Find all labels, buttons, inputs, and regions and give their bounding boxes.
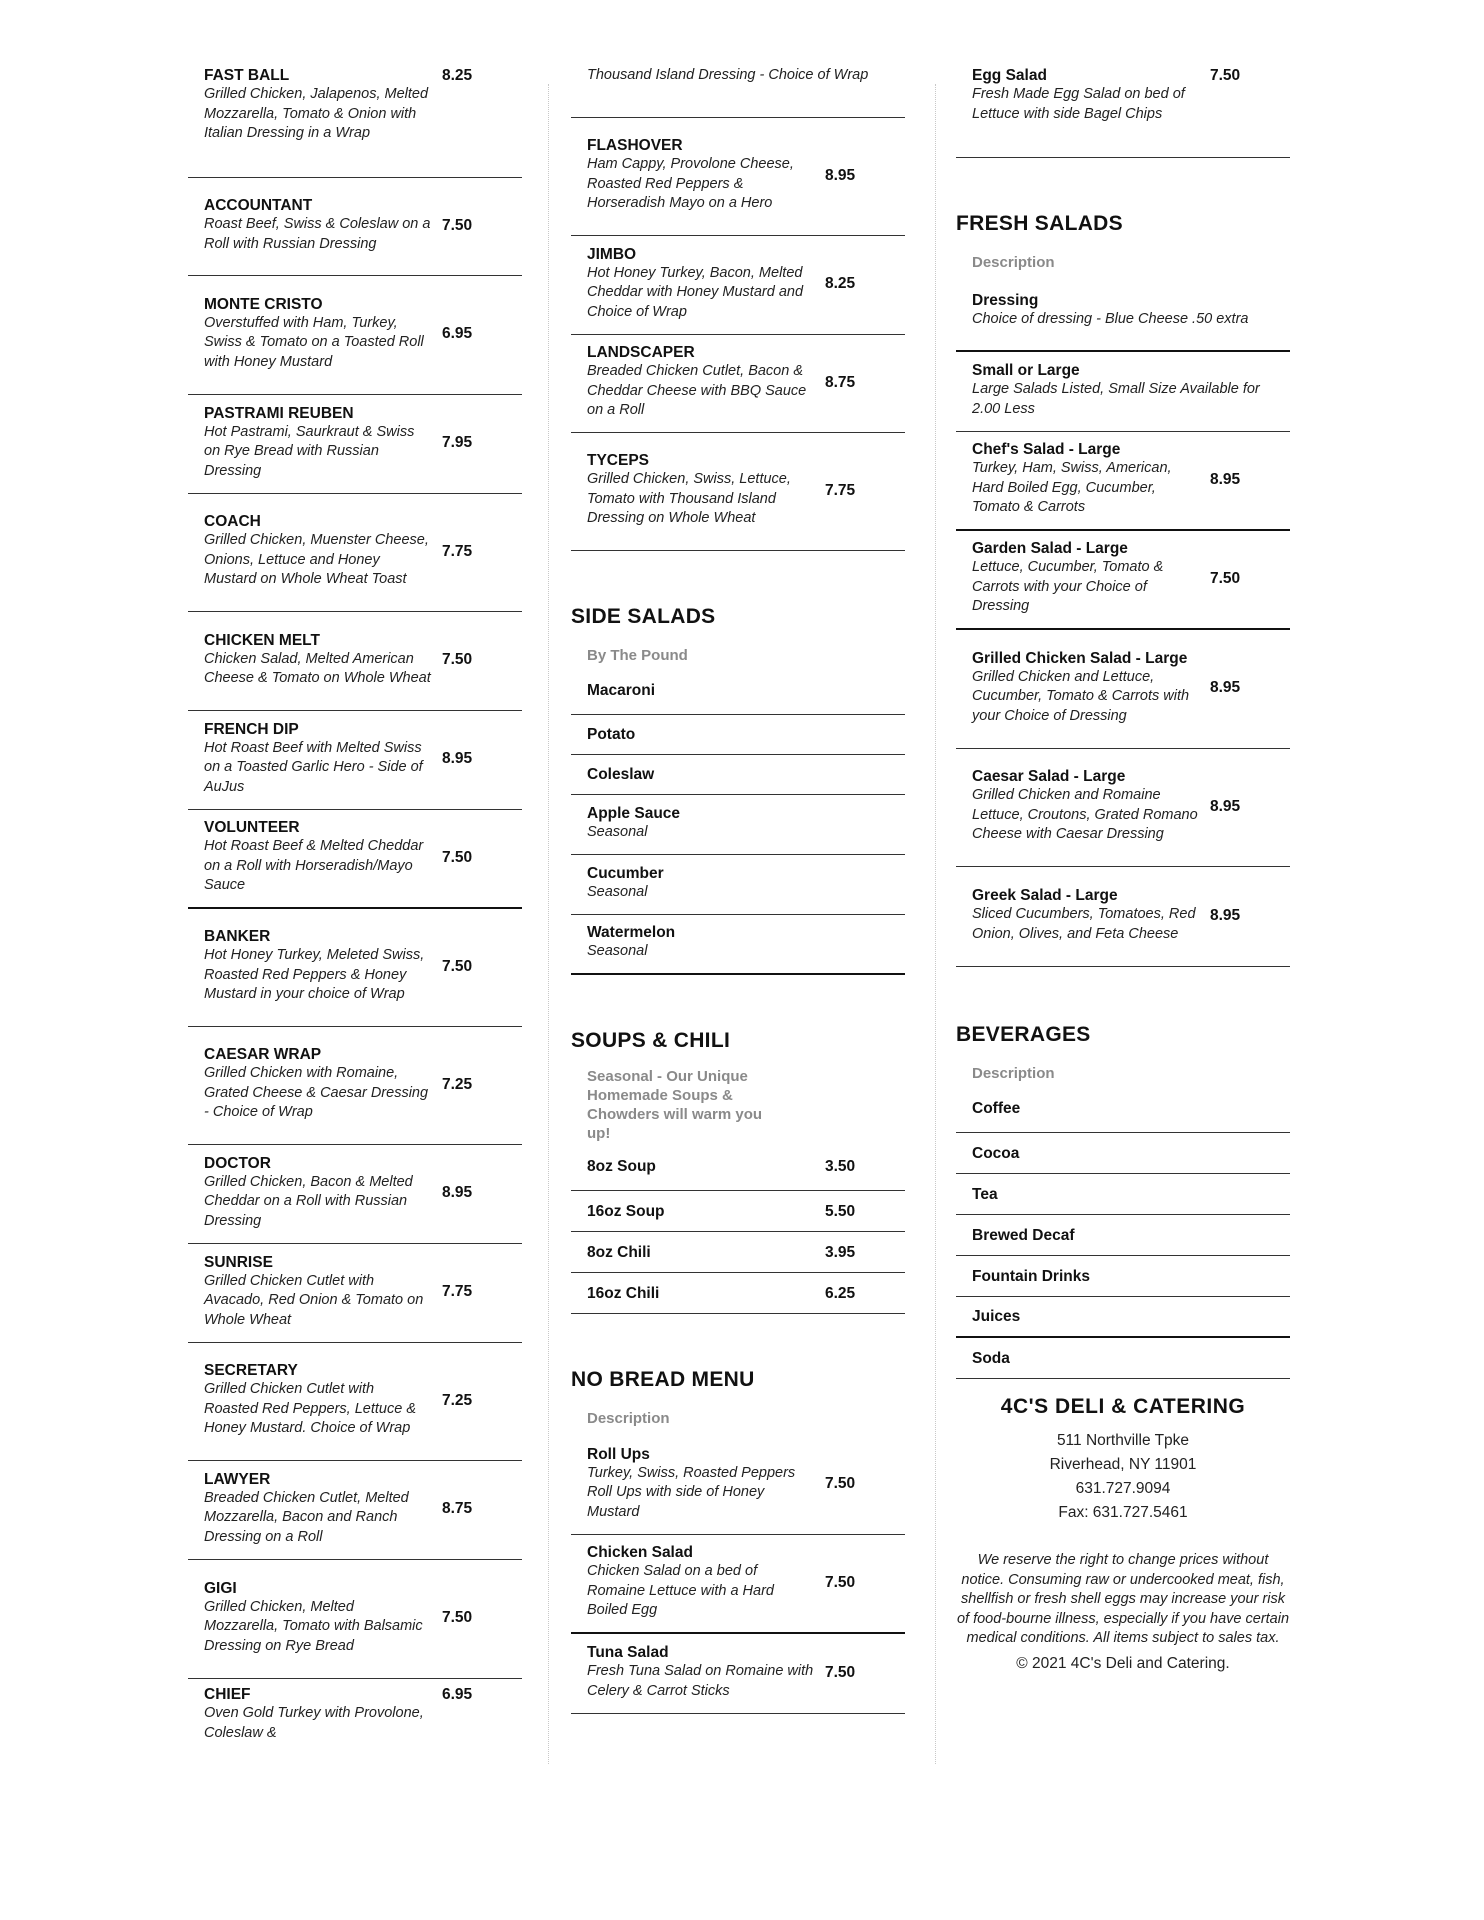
menu-item xyxy=(188,1145,522,1244)
beverage-item xyxy=(956,1174,1290,1215)
right-column xyxy=(956,66,1290,1673)
sandwich-column xyxy=(188,66,522,1749)
menu-item xyxy=(188,1244,522,1343)
item-price: 8.25 xyxy=(442,67,473,84)
item-desc: Seasonal xyxy=(587,823,648,840)
menu-item xyxy=(956,274,1290,352)
item-desc: Turkey, Ham, Swiss, American, Hard Boiled Egg, Cucumber, Tomato & Carrots xyxy=(972,460,1172,516)
item-name: FAST BALL xyxy=(204,67,290,84)
item-desc: Grilled Chicken, Muenster Cheese, Onions, Lettuce and Honey Mustard on Whole Wheat Toast xyxy=(204,532,429,588)
menu-item xyxy=(188,612,522,711)
section-title: SOUPS & CHILI xyxy=(571,1029,731,1052)
section-subtitle: By The Pound xyxy=(587,647,688,664)
item-desc: Hot Roast Beef with Melted Swiss on a Toasted Garlic Hero - Side of AuJus xyxy=(204,739,423,795)
item-desc: Hot Pastrami, Saurkraut & Swiss on Rye Bread with Russian Dressing xyxy=(204,423,415,479)
item-name: VOLUNTEER xyxy=(204,819,300,837)
item-name: JIMBO xyxy=(587,245,637,263)
item-price: 6.25 xyxy=(825,1284,856,1302)
item-name: 16oz Chili xyxy=(587,1284,660,1302)
item-desc: Roast Beef, Swiss & Coleslaw on a Roll with Russian Dressing xyxy=(204,216,431,252)
item-name: Tea xyxy=(972,1185,998,1203)
side-item xyxy=(571,915,905,975)
item-price: 7.50 xyxy=(442,957,473,975)
item-price: 7.25 xyxy=(442,1075,473,1093)
menu-item xyxy=(956,352,1290,432)
item-desc: Fresh Made Egg Salad on bed of Lettuce with side Bagel Chips xyxy=(972,86,1185,122)
item-desc: Breaded Chicken Cutlet, Melted Mozzarella, Bacon and Ranch Dressing on a Roll xyxy=(204,1489,409,1545)
disclaimer-note: We reserve the right to change prices without notice. Consuming raw or undercooked meat, fish, shellfish or fresh shell eggs may increase your risk of food-bourne illness, especially if you have certain medical conditions. All items subject to sales tax. xyxy=(956,1552,1290,1646)
item-desc: Grilled Chicken Cutlet with Roasted Red Peppers, Lettuce & Honey Mustard. Choice of Wrap xyxy=(204,1381,416,1437)
soup-item xyxy=(571,1143,905,1191)
item-price: 7.50 xyxy=(442,651,473,668)
item-name: 8oz Chili xyxy=(587,1243,651,1261)
item-name: MONTE CRISTO xyxy=(204,295,323,313)
side-item xyxy=(571,715,905,755)
menu-item xyxy=(188,1679,522,1749)
item-name: Soda xyxy=(972,1349,1010,1367)
business-name: 4C'S DELI & CATERING xyxy=(1000,1395,1246,1418)
item-desc: Breaded Chicken Cutlet, Bacon & Cheddar Cheese with BBQ Sauce on a Roll xyxy=(587,363,807,419)
item-price: 7.25 xyxy=(442,1391,473,1409)
item-price: 7.50 xyxy=(1210,67,1241,84)
item-price: 8.95 xyxy=(1210,470,1241,488)
menu-item xyxy=(571,1634,905,1714)
menu-item xyxy=(571,1535,905,1634)
item-name: Caesar Salad - Large xyxy=(972,768,1126,786)
item-desc: Overstuffed with Ham, Turkey, Swiss & Tomato on a Toasted Roll with Honey Mustard xyxy=(204,314,424,370)
item-name: LAWYER xyxy=(204,1470,271,1488)
menu-item xyxy=(188,178,522,276)
item-name: Macaroni xyxy=(587,682,656,699)
item-name: 16oz Soup xyxy=(587,1202,665,1220)
item-price: 7.75 xyxy=(442,542,473,560)
side-item xyxy=(571,667,905,715)
section-title: FRESH SALADS xyxy=(956,212,1123,235)
menu-item xyxy=(188,66,522,178)
item-price: 7.50 xyxy=(825,1573,856,1591)
item-desc: Lettuce, Cucumber, Tomato & Carrots with your Choice of Dressing xyxy=(972,559,1164,615)
item-price: 8.95 xyxy=(442,1184,473,1201)
item-name: Potato xyxy=(587,726,636,743)
item-price: 7.75 xyxy=(442,1283,473,1300)
item-price: 7.50 xyxy=(442,1609,473,1626)
item-price: 7.50 xyxy=(1210,569,1241,587)
item-name: FRENCH DIP xyxy=(204,720,299,738)
item-desc: Large Salads Listed, Small Size Available for 2.00 Less xyxy=(972,381,1260,417)
item-name: CHIEF xyxy=(204,1686,251,1703)
item-name: FLASHOVER xyxy=(587,137,683,155)
item-name: Garden Salad - Large xyxy=(972,540,1128,558)
section-title: BEVERAGES xyxy=(956,1023,1091,1046)
item-name: Greek Salad - Large xyxy=(972,887,1118,904)
menu-item-continued xyxy=(571,66,905,118)
item-price: 8.95 xyxy=(825,166,856,184)
soup-item xyxy=(571,1273,905,1314)
side-item xyxy=(571,855,905,915)
item-name: Dressing xyxy=(972,292,1039,310)
menu-item xyxy=(571,335,905,433)
item-desc: Hot Honey Turkey, Meleted Swiss, Roasted Red Peppers & Honey Mustard in your choice of Wrap xyxy=(204,947,425,1003)
item-name: 8oz Soup xyxy=(587,1158,656,1175)
soup-item xyxy=(571,1232,905,1273)
item-desc: Grilled Chicken Cutlet with Avacado, Red Onion & Tomato on Whole Wheat xyxy=(204,1272,424,1328)
item-desc: Grilled Chicken, Melted Mozzarella, Tomato with Balsamic Dressing on Rye Bread xyxy=(204,1598,423,1654)
item-price: 6.95 xyxy=(442,1686,473,1703)
menu-item xyxy=(956,531,1290,630)
item-name: Cocoa xyxy=(972,1144,1020,1162)
item-desc: Grilled Chicken, Jalapenos, Melted Mozzarella, Tomato & Onion with Italian Dressing in a Wrap xyxy=(204,86,429,141)
item-name: LANDSCAPER xyxy=(587,344,695,362)
item-price: 8.25 xyxy=(825,275,856,292)
item-name: Coffee xyxy=(972,1100,1021,1117)
item-desc: Seasonal xyxy=(587,943,648,960)
phone-number: 631.727.9094 xyxy=(1075,1480,1171,1497)
footer xyxy=(956,1395,1290,1673)
section-subtitle: Seasonal - Our Unique Homemade Soups & Chowders will warm you up! xyxy=(587,1068,763,1142)
item-desc: Hot Roast Beef & Melted Cheddar on a Roll with Horseradish/Mayo Sauce xyxy=(204,838,424,894)
item-desc: Grilled Chicken, Swiss, Lettuce, Tomato with Thousand Island Dressing on Whole Wheat xyxy=(587,471,791,527)
item-desc: Grilled Chicken and Lettuce, Cucumber, Tomato & Carrots with your Choice of Dressing xyxy=(972,668,1190,724)
menu-item xyxy=(956,630,1290,749)
item-desc: Choice of dressing - Blue Cheese .50 extra xyxy=(972,311,1249,328)
item-desc: Grilled Chicken with Romaine, Grated Cheese & Caesar Dressing - Choice of Wrap xyxy=(204,1065,429,1121)
item-name: Tuna Salad xyxy=(587,1644,669,1661)
middle-column xyxy=(571,66,905,1714)
item-price: 7.50 xyxy=(442,848,473,866)
item-price: 8.95 xyxy=(1210,797,1241,815)
item-desc: Fresh Tuna Salad on Romaine with Celery & Carrot Sticks xyxy=(587,1663,814,1699)
item-desc: Seasonal xyxy=(587,883,648,900)
item-desc: Oven Gold Turkey with Provolone, Coleslaw & xyxy=(204,1705,424,1741)
street-address: 511 Northville Tpke xyxy=(1056,1432,1190,1449)
item-price: 6.95 xyxy=(442,325,473,342)
item-name: COACH xyxy=(204,513,261,531)
copyright: © 2021 4C's Deli and Catering. xyxy=(1016,1654,1230,1672)
item-desc: Ham Cappy, Provolone Cheese, Roasted Red Peppers & Horseradish Mayo on a Hero xyxy=(587,156,794,212)
item-name: Fountain Drinks xyxy=(972,1267,1090,1285)
section-subtitle: Description xyxy=(972,254,1055,271)
menu-item xyxy=(188,1027,522,1145)
item-desc: Grilled Chicken, Bacon & Melted Cheddar on a Roll with Russian Dressing xyxy=(204,1173,413,1229)
item-name: BANKER xyxy=(204,928,271,946)
item-desc: Sliced Cucumbers, Tomatoes, Red Onion, Olives, and Feta Cheese xyxy=(972,906,1196,942)
menu-item xyxy=(571,118,905,236)
item-name: GIGI xyxy=(204,1579,237,1597)
section-subtitle: Description xyxy=(972,1065,1055,1082)
item-name: PASTRAMI REUBEN xyxy=(204,404,354,422)
item-price: 8.95 xyxy=(1210,679,1241,696)
menu-item xyxy=(188,909,522,1027)
item-desc: Grilled Chicken and Romaine Lettuce, Croutons, Grated Romano Cheese with Caesar Dressing xyxy=(972,787,1198,843)
item-desc: Chicken Salad on a bed of Romaine Lettuce with a Hard Boiled Egg xyxy=(587,1563,774,1619)
menu-item xyxy=(188,395,522,494)
menu-item xyxy=(188,494,522,612)
item-price: 8.75 xyxy=(442,1500,473,1517)
item-desc: Thousand Island Dressing - Choice of Wrap xyxy=(587,67,869,83)
item-name: CHICKEN MELT xyxy=(204,631,320,649)
city-state-zip: Riverhead, NY 11901 xyxy=(1049,1456,1197,1473)
menu-item xyxy=(188,1560,522,1679)
beverage-item xyxy=(956,1297,1290,1338)
item-name: Small or Large xyxy=(972,362,1080,379)
item-name: CAESAR WRAP xyxy=(204,1046,322,1064)
menu-item xyxy=(956,749,1290,867)
menu-item xyxy=(571,1436,905,1535)
item-price: 7.75 xyxy=(825,481,856,499)
menu-item xyxy=(188,1461,522,1560)
beverage-item xyxy=(956,1133,1290,1174)
item-price: 7.50 xyxy=(825,1663,856,1681)
menu-item xyxy=(188,1343,522,1461)
side-item xyxy=(571,755,905,795)
item-price: 7.50 xyxy=(442,216,473,234)
item-name: DOCTOR xyxy=(204,1154,271,1172)
item-desc: Hot Honey Turkey, Bacon, Melted Cheddar with Honey Mustard and Choice of Wrap xyxy=(587,264,804,320)
section-subtitle: Description xyxy=(587,1410,670,1427)
item-name: ACCOUNTANT xyxy=(204,197,313,214)
item-name: TYCEPS xyxy=(587,452,650,470)
item-name: Chef's Salad - Large xyxy=(972,441,1121,459)
section-title: SIDE SALADS xyxy=(571,605,716,628)
menu-item xyxy=(571,236,905,335)
menu-item xyxy=(956,432,1290,531)
item-name: Juices xyxy=(972,1308,1021,1325)
item-name: Egg Salad xyxy=(972,67,1047,84)
item-name: Coleslaw xyxy=(587,766,655,783)
item-price: 8.95 xyxy=(1210,906,1241,924)
side-item xyxy=(571,795,905,855)
item-price: 8.95 xyxy=(442,750,473,767)
item-name: Cucumber xyxy=(587,864,664,882)
item-price: 8.75 xyxy=(825,373,856,391)
item-name: Brewed Decaf xyxy=(972,1226,1075,1244)
item-desc: Chicken Salad, Melted American Cheese & Tomato on Whole Wheat xyxy=(204,650,431,686)
beverage-item xyxy=(956,1338,1290,1379)
menu-item xyxy=(571,433,905,551)
item-name: SUNRISE xyxy=(204,1253,273,1271)
item-name: Roll Ups xyxy=(587,1445,650,1463)
item-name: Watermelon xyxy=(587,924,676,942)
item-desc: Turkey, Swiss, Roasted Peppers Roll Ups with side of Honey Mustard xyxy=(587,1464,796,1520)
menu-item xyxy=(956,867,1290,967)
beverage-item xyxy=(956,1085,1290,1133)
menu-item xyxy=(188,711,522,810)
item-price: 7.50 xyxy=(825,1475,856,1492)
beverage-item xyxy=(956,1215,1290,1256)
item-name: Grilled Chicken Salad - Large xyxy=(972,649,1188,667)
item-price: 3.50 xyxy=(825,1158,856,1175)
soup-item xyxy=(571,1191,905,1232)
item-price: 7.95 xyxy=(442,434,473,451)
menu-item xyxy=(188,276,522,395)
beverage-item xyxy=(956,1256,1290,1297)
item-price: 3.95 xyxy=(825,1243,856,1261)
fax-number: Fax: 631.727.5461 xyxy=(1058,1504,1188,1521)
item-name: Chicken Salad xyxy=(587,1544,693,1562)
section-title: NO BREAD MENU xyxy=(571,1368,755,1391)
item-price: 5.50 xyxy=(825,1202,856,1220)
menu-item xyxy=(956,66,1290,158)
item-name: Apple Sauce xyxy=(587,804,681,822)
menu-item xyxy=(188,810,522,909)
item-name: SECRETARY xyxy=(204,1362,298,1380)
